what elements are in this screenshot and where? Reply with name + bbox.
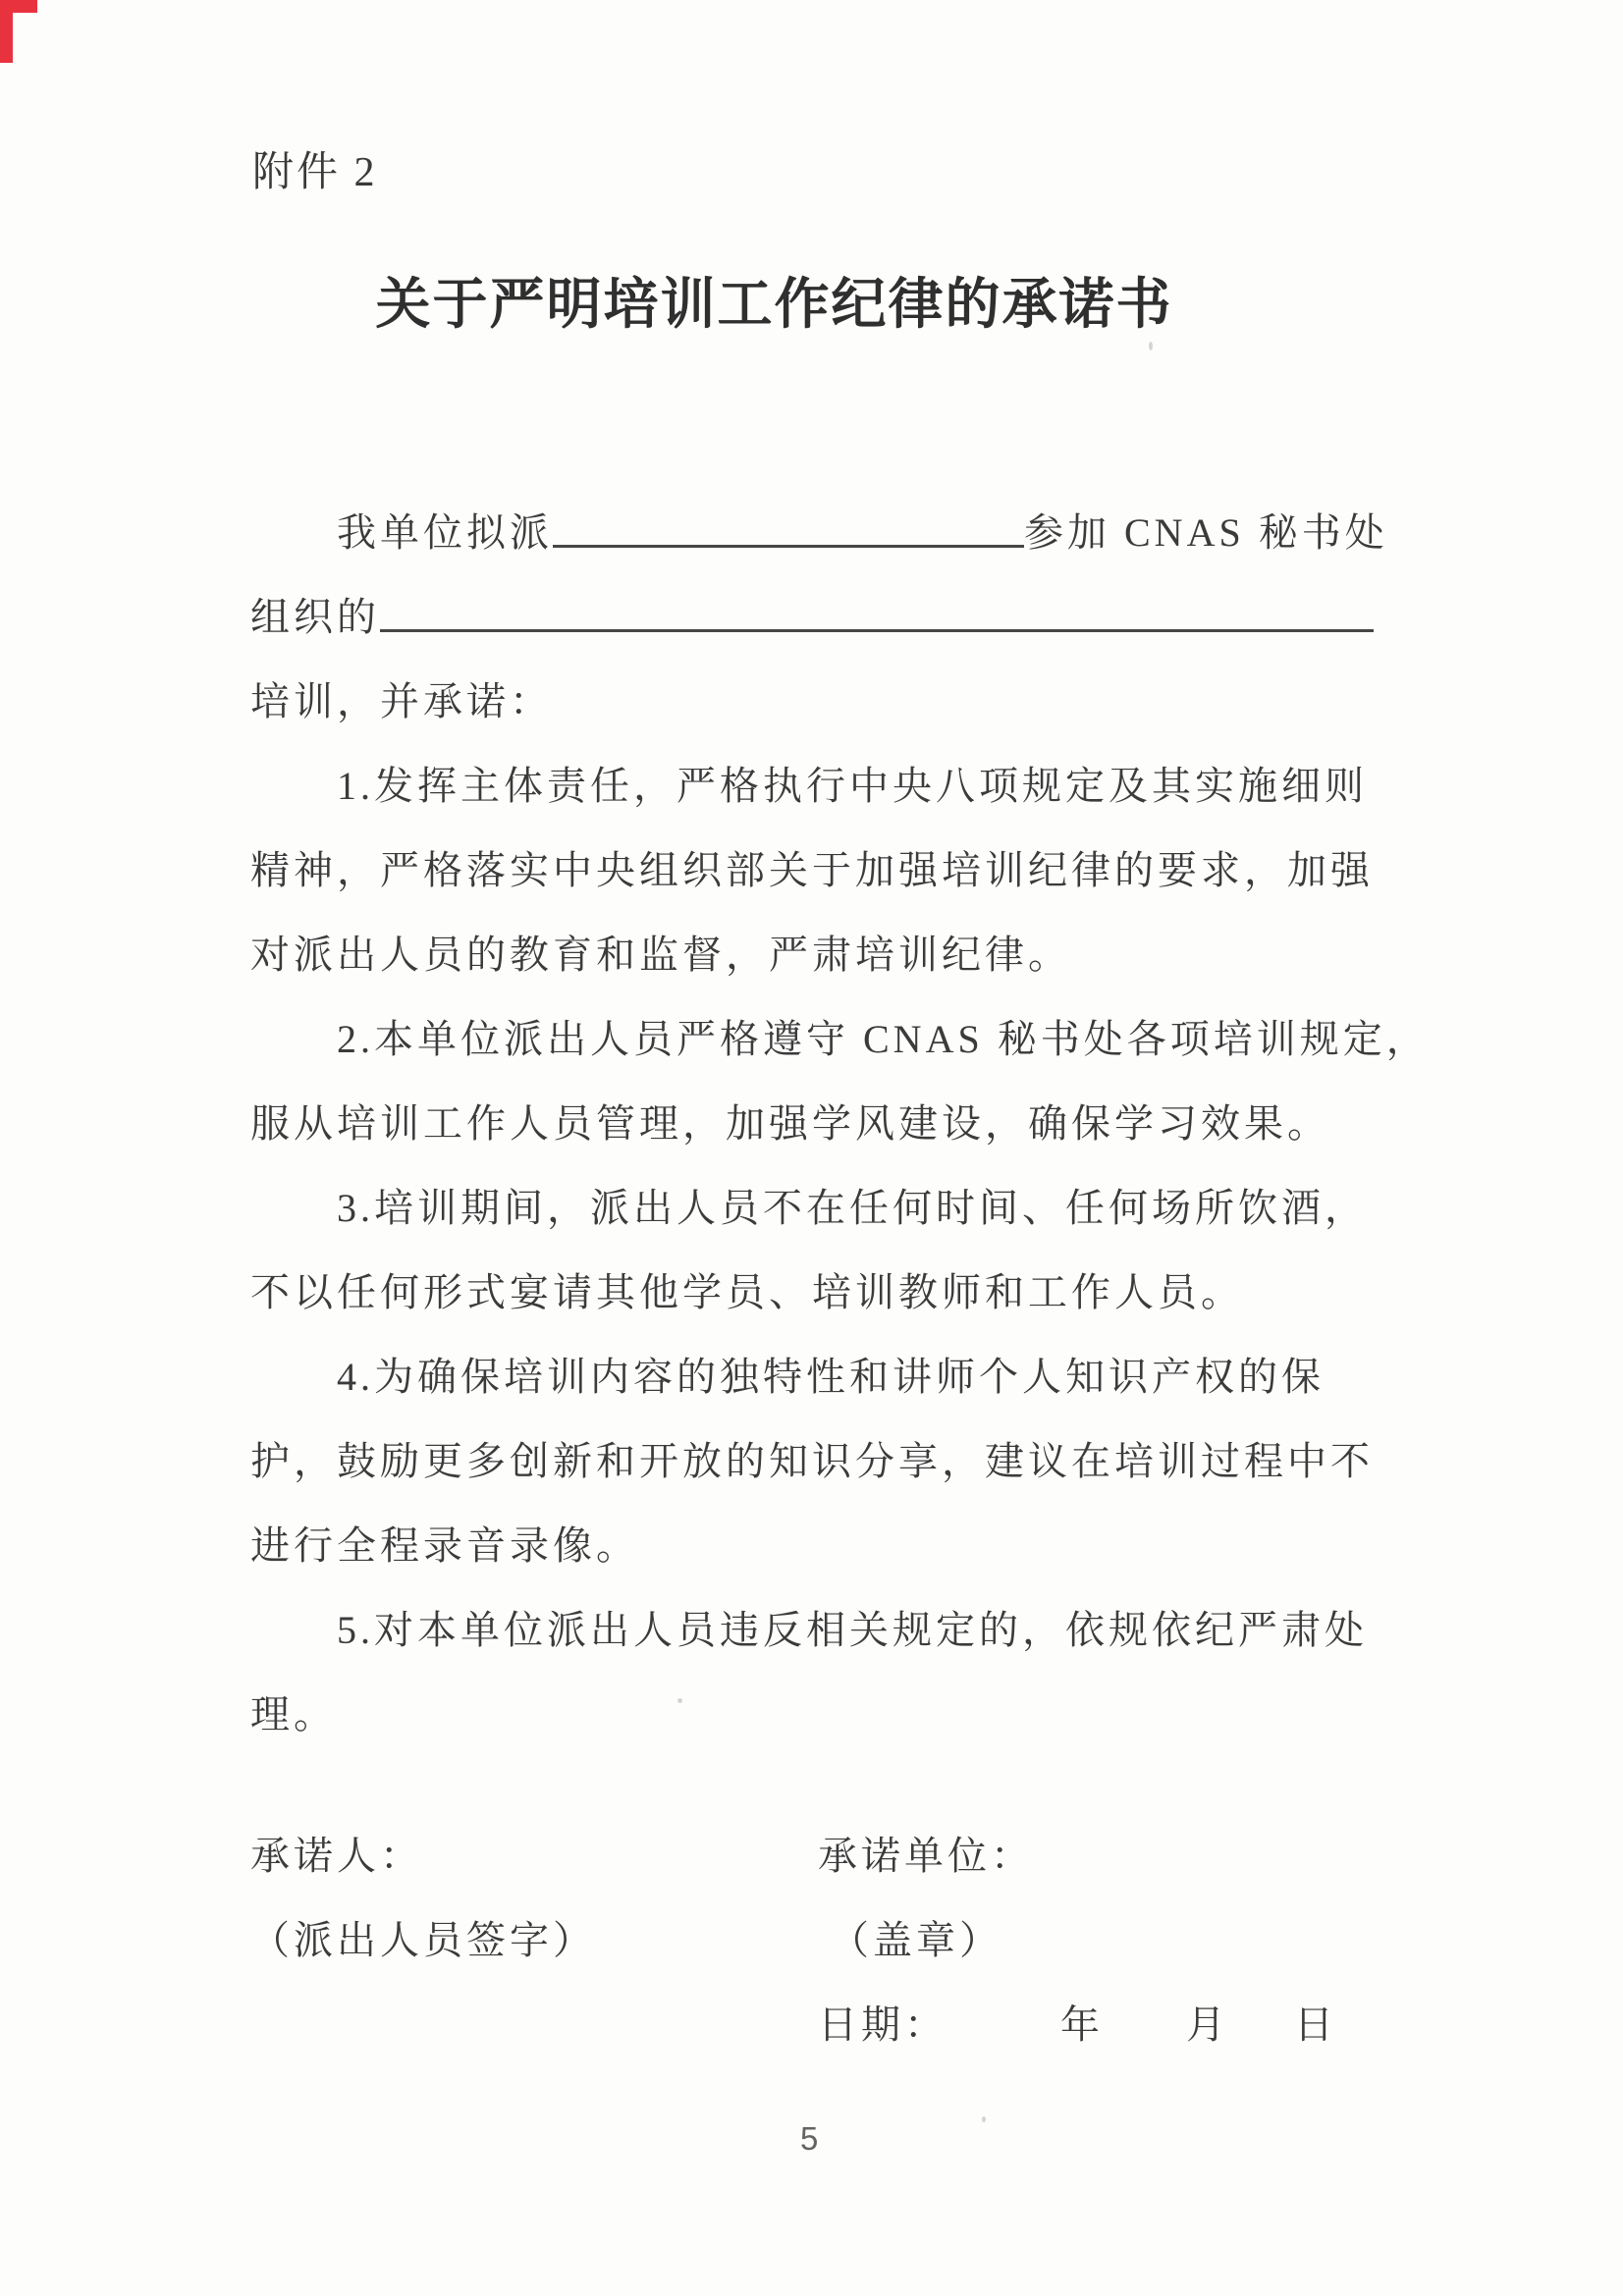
- opening-line-1: [250, 491, 1388, 575]
- fill-in-blank-trainee-names: [553, 539, 1024, 548]
- commitment-items: [250, 744, 1430, 1757]
- body-line: 进行全程录音录像。: [250, 1523, 639, 1568]
- body-line: 5.对本单位派出人员违反相关规定的，依规依纪严肃处: [337, 1608, 1368, 1652]
- page-number: 5: [800, 2120, 819, 2157]
- date-day-label: 日: [1294, 2002, 1337, 2047]
- body-line: 3.培训期间，派出人员不在任何时间、任何场所饮酒，: [337, 1186, 1368, 1230]
- body-line: 不以任何形式宴请其他学员、培训教师和工作人员。: [250, 1270, 1244, 1314]
- scan-speck: [1149, 342, 1153, 350]
- opening-line-1-prefix: 我单位拟派: [337, 510, 553, 555]
- signature-block: [250, 1814, 1623, 2047]
- body-line: 对派出人员的教育和监督，严肃培训纪律。: [250, 933, 1071, 977]
- opening-line-2-prefix: 组织的: [250, 595, 380, 639]
- fill-in-blank-training-name: [380, 623, 1374, 632]
- opening-line-2: [250, 575, 1380, 660]
- promiser-note: （派出人员签字）: [250, 1918, 596, 1962]
- signature-row-labels: [250, 1814, 1623, 1898]
- signature-row-notes: [250, 1898, 1623, 1983]
- date-month-label: 月: [1186, 2002, 1229, 2047]
- body-line: 2.本单位派出人员严格遵守 CNAS 秘书处各项培训规定，: [337, 1017, 1430, 1061]
- date-label: 日期：: [818, 2002, 947, 2047]
- scan-artifact-red-mark: [0, 0, 37, 13]
- body-line: 护，鼓励更多创新和开放的知识分享，建议在培训过程中不: [250, 1439, 1374, 1483]
- document-title: 关于严明培训工作纪律的承诺书: [375, 273, 1173, 335]
- body-line: 4.为确保培训内容的独特性和讲师个人知识产权的保: [337, 1355, 1325, 1399]
- unit-label: 承诺单位：: [818, 1834, 1034, 1878]
- body-line: 1.发挥主体责任，严格执行中央八项规定及其实施细则: [337, 764, 1368, 808]
- body-line: 服从培训工作人员管理，加强学风建设，确保学习效果。: [250, 1101, 1330, 1146]
- attachment-label: 附件 2: [252, 150, 378, 195]
- promiser-label: 承诺人：: [250, 1834, 423, 1878]
- date-line: [818, 1983, 1337, 2067]
- scan-speck: [982, 2116, 986, 2122]
- unit-note: （盖章）: [830, 1918, 1002, 1962]
- body-line: 理。: [250, 1692, 337, 1736]
- opening-line-1-suffix: 参加 CNAS 秘书处: [1024, 510, 1388, 555]
- opening-line-3: 培训，并承诺：: [250, 679, 553, 723]
- body-line: 精神，严格落实中央组织部关于加强培训纪律的要求，加强: [250, 848, 1374, 892]
- date-year-label: 年: [1060, 2002, 1104, 2047]
- document-body: [250, 491, 1430, 1757]
